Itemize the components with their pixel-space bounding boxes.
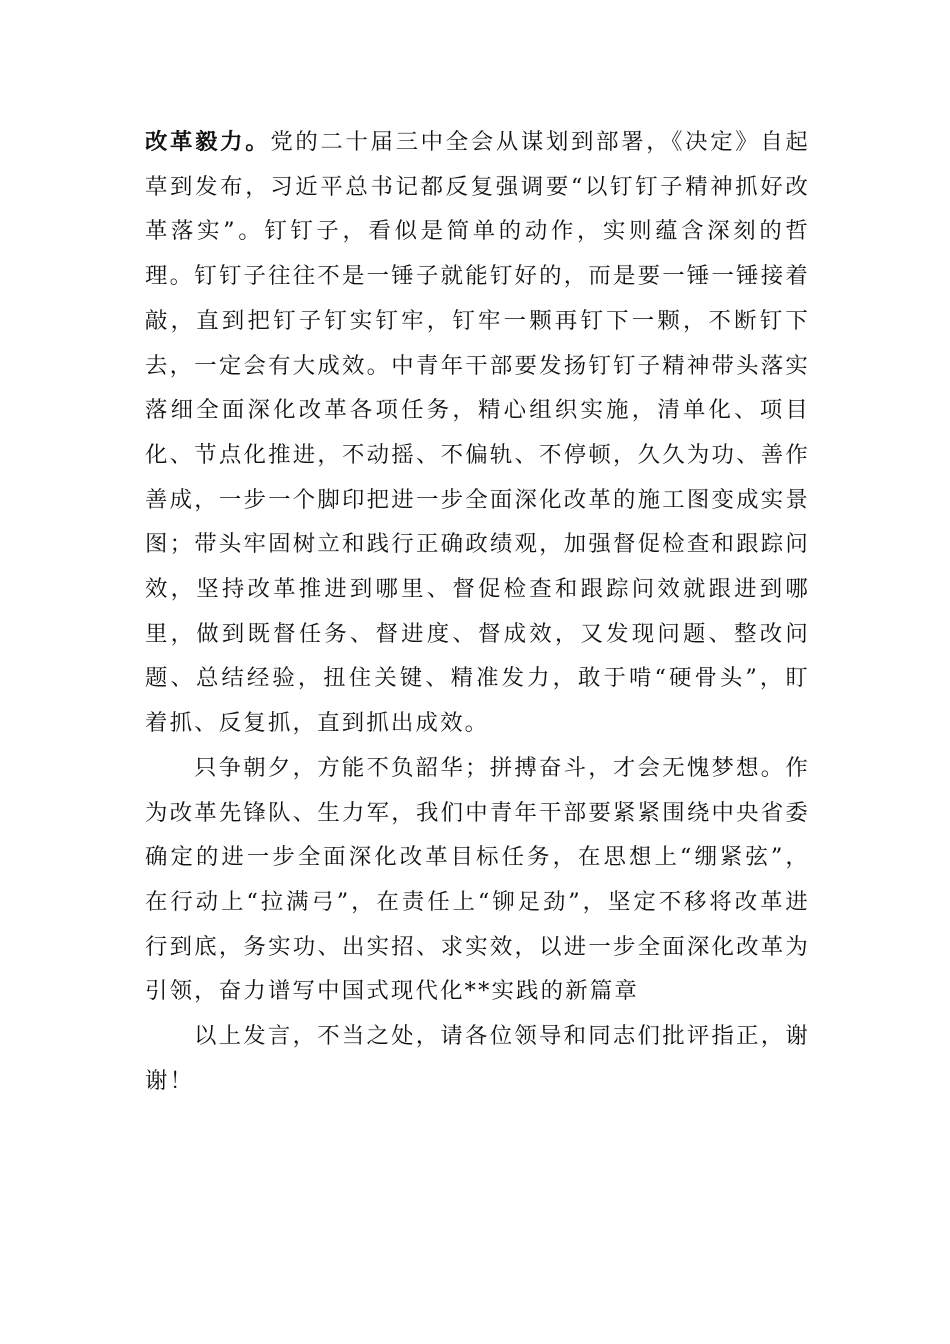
- paragraph-seize-the-day: 只争朝夕，方能不负韶华；拼搏奋斗，才会无愧梦想。作为改革先锋队、生力军，我们中青年干部要紧紧围绕中央省委确定的进一步全面深化改革目标任务，在思想上“绷紧弦”，在行动上“拉满弓”，在责任上“铆足劲”，坚定不移将改革进行到底，务实功、出实招、求实效，以进一步全面深化改革为引领，奋力谱写中国式现代化**实践的新篇章: [145, 754, 810, 1005]
- paragraph-body-text: 党的二十届三中全会从谋划到部署，《决定》自起草到发布，习近平总书记都反复强调要“以钉钉子精神抓好改革落实”。钉钉子，看似是简单的动作，实则蕴含深刻的哲理。钉钉子往往不是一锤子就能钉好的，而是要一锤一锤接着敲，直到把钉子钉实钉牢，钉牢一颗再钉下一颗，不断钉下去，一定会有大成效。中青年干部要发扬钉钉子精神带头落实落细全面深化改革各项任务，精心组织实施，清单化、项目化、节点化推进，不动摇、不偏轨、不停顿，久久为功、善作善成，一步一个脚印把进一步全面深化改革的施工图变成实景图；带头牢固树立和践行正确政绩观，加强督促检查和跟踪问效，坚持改革推进到哪里、督促检查和跟踪问效就跟进到哪里，做到既督任务、督进度、督成效，又发现问题、整改问题、总结经验，扭住关键、精准发力，敢于啃“硬骨头”，盯着抓、反复抓，直到抓出成效。: [145, 129, 811, 737]
- paragraph-closing-remarks: 以上发言，不当之处，请各位领导和同志们批评指正，谢谢！: [145, 1023, 810, 1094]
- paragraph-reform-perseverance: [145, 120, 810, 746]
- paragraph-lead-heading: 改革毅力。: [145, 129, 271, 155]
